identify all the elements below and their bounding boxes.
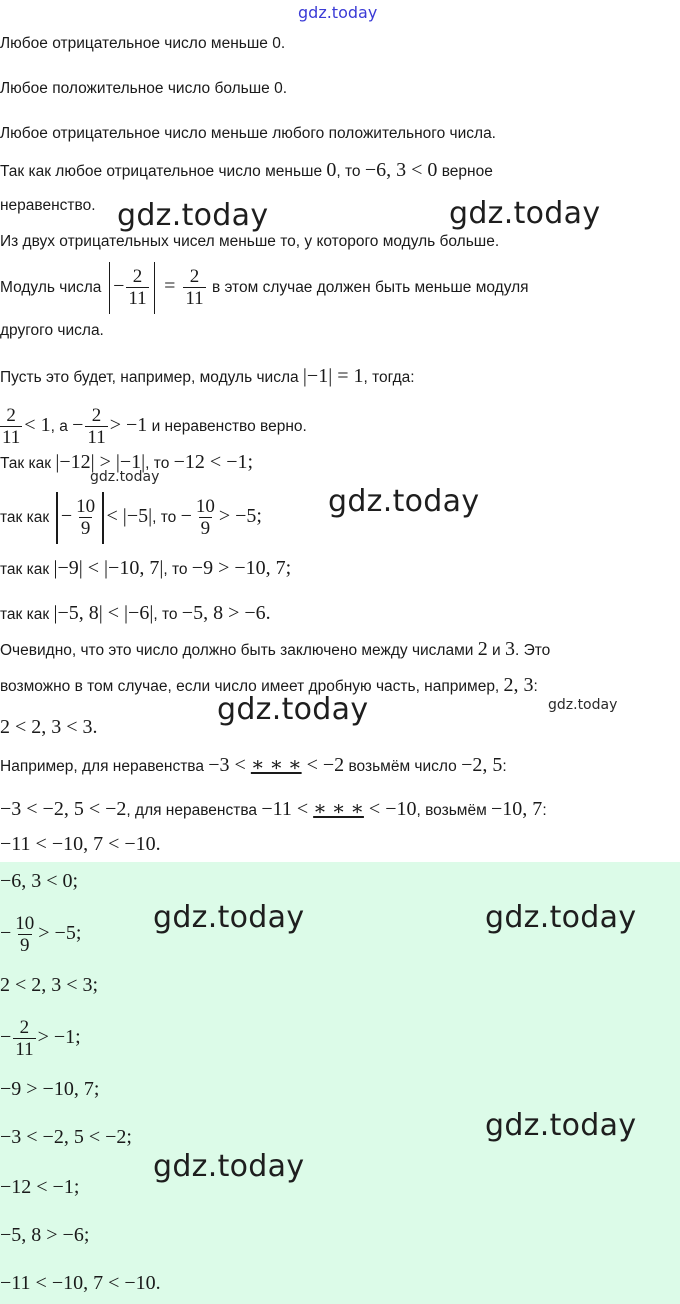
watermark: gdz.today	[485, 900, 637, 935]
text: , то	[163, 561, 192, 578]
math: −3 < −2, 5 < −2	[0, 798, 127, 820]
text: Модуль числа	[0, 279, 106, 296]
abs-bar-left	[109, 262, 110, 314]
fraction-denominator: 11	[2, 427, 21, 449]
text: так как	[0, 509, 54, 526]
text: Например, для неравенства	[0, 758, 209, 775]
math-stars: ∗ ∗ ∗	[313, 798, 364, 820]
modulus-line-cont: другого числа.	[0, 322, 104, 339]
fraction-2-11	[85, 405, 107, 448]
math: −5, 8 > −6.	[181, 602, 271, 624]
text: . Это	[515, 642, 551, 659]
text: , для неравенства	[126, 802, 262, 819]
fraction-numerator: 2	[91, 405, 102, 427]
abs-bar-right	[102, 492, 103, 544]
statement-negative-less-positive: Любое отрицательное число меньше любого положительного числа.	[0, 125, 496, 142]
text: и неравенство верно.	[147, 418, 307, 435]
math: > −1	[109, 414, 148, 436]
answer-1: −6, 3 < 0;	[0, 870, 79, 892]
answer-9: −11 < −10, 7 < −10.	[0, 1272, 161, 1294]
fraction-10-9	[74, 496, 97, 539]
math: < −2	[301, 754, 345, 776]
math-minus: −	[72, 414, 84, 436]
math: −9 > −10, 7;	[191, 557, 292, 579]
text: , то	[145, 455, 174, 472]
fraction-2-11	[0, 405, 22, 448]
fraction-numerator: 10	[15, 912, 35, 934]
fraction-numerator: 10	[195, 496, 215, 518]
statement-negative-less-zero: Любое отрицательное число меньше 0.	[0, 35, 286, 52]
suppose-line	[0, 366, 415, 388]
math: 3	[505, 638, 515, 660]
answer-7: −12 < −1;	[0, 1176, 80, 1198]
answer-6: −3 < −2, 5 < −2;	[0, 1126, 132, 1148]
math: |−12| > |−1|	[55, 451, 146, 473]
text: :	[533, 678, 538, 695]
answer-4	[0, 1010, 81, 1064]
text: возьмём число	[344, 758, 462, 775]
example-line-2	[0, 799, 547, 821]
math: |−5, 8| < |−6|	[53, 602, 154, 624]
text: , то	[336, 163, 365, 180]
example-line	[0, 755, 507, 777]
watermark: gdz.today	[153, 900, 305, 935]
math: 2	[477, 638, 488, 660]
compare-9-10-7	[0, 558, 291, 580]
text: Очевидно, что это число должно быть заключено между числами	[0, 642, 478, 659]
math-stars: ∗ ∗ ∗	[250, 754, 302, 776]
watermark: gdz.today	[217, 692, 369, 727]
math: −3 <	[208, 754, 251, 776]
math-equals: =	[164, 275, 176, 297]
math: −2, 5	[461, 754, 503, 776]
fraction-10-9	[194, 496, 217, 539]
fraction-denominator: 9	[20, 934, 30, 956]
math-zero: 0	[326, 159, 337, 181]
fraction-denominator: 11	[15, 1038, 34, 1060]
watermark: gdz.today	[117, 198, 269, 233]
math-minus: −	[180, 505, 192, 527]
math: −11 <	[261, 798, 314, 820]
answer-3: 2 < 2, 3 < 3;	[0, 974, 99, 996]
math-inequality: −6, 3 < 0	[364, 159, 438, 181]
reasoning-line-1	[0, 160, 493, 182]
answer-5: −9 > −10, 7;	[0, 1078, 100, 1100]
fraction-10-9	[13, 913, 36, 956]
text: возможно в том случае, если число имеет дробную часть, например,	[0, 678, 504, 695]
site-header-link[interactable]: gdz.today	[298, 3, 378, 22]
math: |−9| < |−10, 7|	[53, 557, 164, 579]
math-minus: −	[60, 505, 73, 527]
text: в этом случае должен быть меньше модуля	[211, 279, 529, 296]
watermark: gdz.today	[449, 196, 601, 231]
fraction-2-11	[13, 1017, 35, 1060]
fraction-2-11	[183, 266, 205, 309]
text: :	[542, 802, 547, 819]
reasoning-line-2: неравенство.	[0, 197, 96, 214]
watermark: gdz.today	[328, 484, 480, 519]
watermark: gdz.today	[485, 1108, 637, 1143]
between-2-3-line	[0, 639, 550, 661]
abs-bar-right	[154, 262, 155, 314]
text: :	[502, 758, 507, 775]
text: верное	[437, 163, 493, 180]
text: , тогда:	[363, 369, 415, 386]
fraction-numerator: 10	[76, 496, 96, 518]
inequality-2-23-3: 2 < 2, 3 < 3.	[0, 716, 98, 738]
text: , то	[153, 606, 182, 623]
rule-modulus: Из двух отрицательных чисел меньше то, у которого модуль больше.	[0, 233, 500, 250]
math: > −5;	[38, 922, 82, 944]
watermark: gdz.today	[153, 1149, 305, 1184]
fraction-denominator: 9	[200, 518, 211, 540]
statement-positive-greater-zero: Любое положительное число больше 0.	[0, 80, 288, 97]
text: Так как любое отрицательное число меньше	[0, 163, 327, 180]
text: так как	[0, 606, 54, 623]
answer-8: −5, 8 > −6;	[0, 1224, 90, 1246]
text: Так как	[0, 455, 56, 472]
fraction-denominator: 11	[185, 288, 204, 310]
math: 2, 3	[503, 674, 534, 696]
abs-bar-left	[56, 492, 57, 544]
watermark-small: gdz.today	[548, 697, 618, 713]
fraction-2-11	[126, 266, 148, 309]
fraction-denominator: 9	[80, 518, 91, 540]
modulus-line	[0, 258, 529, 314]
text: Пусть это будет, например, модуль числа	[0, 369, 303, 386]
fraction-numerator: 2	[19, 1016, 30, 1038]
text: так как	[0, 561, 54, 578]
fraction-compare-line	[0, 400, 307, 450]
text: , возьмём	[416, 802, 492, 819]
math: < −10	[363, 798, 417, 820]
math: < |−5|	[106, 505, 153, 527]
compare-10-9	[0, 488, 262, 544]
text: , то	[152, 509, 181, 526]
math-minus: −	[113, 275, 125, 297]
math-abs-neg1: |−1| = 1	[302, 365, 364, 387]
math: −10, 7	[491, 798, 543, 820]
answer-2	[0, 906, 81, 960]
text: , а	[50, 418, 73, 435]
text: и	[487, 642, 505, 659]
math: > −1;	[37, 1026, 81, 1048]
math: < 1	[24, 414, 51, 436]
math-minus: −	[0, 1026, 12, 1048]
fraction-numerator: 2	[6, 405, 16, 427]
fraction-denominator: 11	[128, 288, 147, 310]
fraction-numerator: 2	[132, 266, 143, 288]
math: > −5;	[218, 505, 262, 527]
fraction-denominator: 11	[87, 427, 106, 449]
compare-5-8-6	[0, 603, 271, 625]
inequality-11-107-10: −11 < −10, 7 < −10.	[0, 833, 161, 855]
math-minus: −	[0, 922, 12, 944]
math: −12 < −1;	[173, 451, 254, 473]
watermark-small: gdz.today	[90, 469, 160, 485]
fraction-numerator: 2	[189, 266, 200, 288]
